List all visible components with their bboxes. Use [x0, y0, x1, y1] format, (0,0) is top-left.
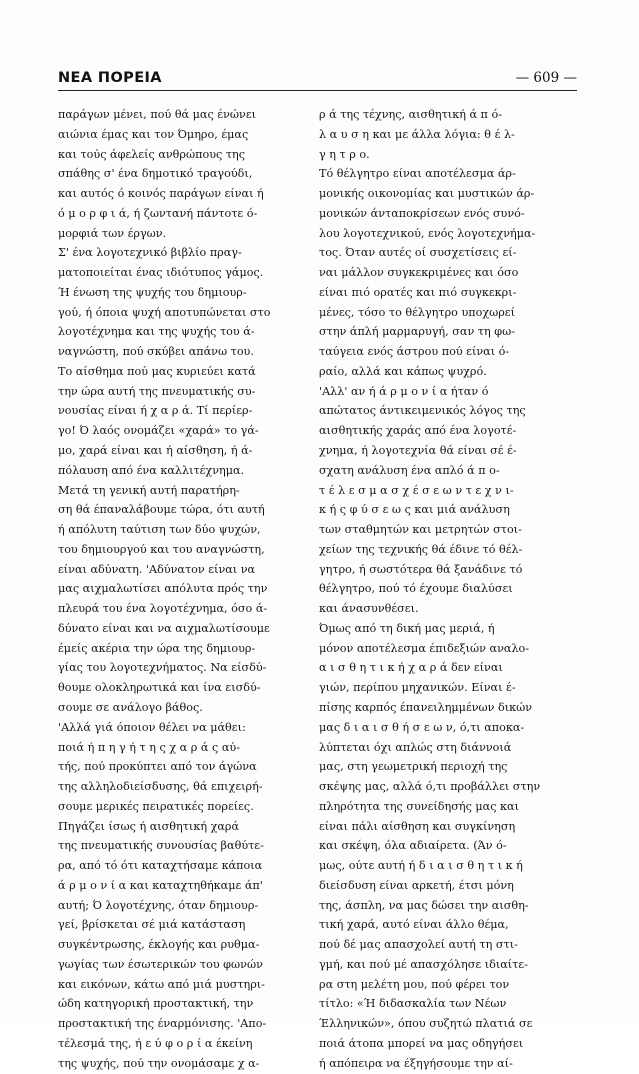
text-line: σπάθης σ' ένα δημοτικό τραγούδι,	[58, 167, 253, 181]
text-line: 'Αλλά γιά όποιον θέλει να μάθει:	[58, 720, 246, 734]
text-line: νουσίας είναι ή χ α ρ ά. Τί περίερ-	[58, 404, 253, 418]
text-line: της ψυχής, πού την ονομάσαμε χ α-	[58, 1056, 260, 1070]
text-line: γού, ή όποια ψυχή αποτυπώνεται στο	[58, 305, 271, 319]
text-line: και εικόνων, κάτω από μιά μυστηρι-	[58, 977, 265, 991]
page-number: — 609 —	[515, 70, 577, 86]
text-line: ρα στη μελέτη μου, πού φέρει τον	[319, 977, 510, 991]
text-line: σκέψης μας, αλλά ό,τι προβάλλει στην	[319, 780, 541, 794]
text-line: πού δέ μας απασχολεί αυτή τη στι-	[319, 938, 518, 952]
text-line: Πηγάζει ίσως ή αισθητική χαρά	[58, 819, 240, 833]
text-line: ή απόπειρα να έξηγήσουμε την αί-	[319, 1056, 513, 1070]
text-line: απώτατος άντικειμενικός λόγος της	[319, 404, 526, 418]
text-line: γωγίας των έσωτερικών του φωνών	[58, 957, 263, 971]
right-column	[319, 105, 580, 1074]
text-line: τίτλο: «Ή διδασκαλία των Νέων	[319, 997, 507, 1011]
text-line: είναι αδύνατη. 'Αδύνατον είναι να	[58, 562, 256, 576]
text-line: ή απόλυτη ταύτιση των δύο ψυχών,	[58, 523, 261, 537]
text-line: ά ρ μ ο ν ί α και καταχτηθήκαμε άπ'	[58, 878, 263, 892]
text-line: μονικής οικονομίας και μυστικών άρ-	[319, 187, 535, 201]
text-line: προστακτική της έναρμόνισης. 'Απο-	[58, 1017, 267, 1031]
text-line: τος. Όταν αυτές οί συσχετίσεις εί-	[319, 246, 517, 260]
text-line: της πνευματικής συνουσίας βαθύτε-	[58, 839, 264, 853]
text-line: δύνατο είναι και να αιχμαλωτίσουμε	[58, 621, 270, 635]
text-line: σουμε σε ανάλογο βάθος.	[58, 700, 203, 714]
text-line: ναι μάλλον συγκεκριμένες και όσο	[319, 266, 519, 280]
text-line: διείσδυση είναι αρκετή, έτσι μόνη	[319, 878, 514, 892]
text-line: σουμε μερικές πειρατικές πορείες.	[58, 799, 254, 813]
text-line: λ α υ σ η και με άλλα λόγια: θ έ λ-	[319, 127, 515, 141]
text-line: της αλληλοδιείσδυσης, θά επιχειρή-	[58, 780, 263, 794]
text-line: είναι πάλι αίσθηση και συγκίνηση	[319, 819, 516, 833]
text-line: λου λογοτεχνικού, ενός λογοτεχνήμα-	[319, 226, 536, 240]
left-column	[58, 105, 319, 1074]
text-line: έμείς ακέρια την ώρα της δημιουρ-	[58, 641, 256, 655]
text-line: είναι πιό ορατές και πιό συγκεκρι-	[319, 285, 517, 299]
text-line: μας, στη γεωμετρική περιοχή της	[319, 760, 508, 774]
text-line: σχατη ανάλυση ένα απλό ά π ο-	[319, 463, 500, 477]
text-line: ποιά ή π η γ ή τ η ς χ α ρ ά ς αύ-	[58, 740, 240, 754]
text-line: του δημιουργού και του αναγνώστη,	[58, 542, 265, 556]
header-rule	[58, 90, 577, 91]
text-line: πίσης καρπός έπανειλημμένων δικών	[319, 700, 533, 714]
text-line: μένες, τόσο το θέλγητρο υποχωρεί	[319, 305, 515, 319]
text-line: παράγων μένει, πού θά μας ένώνει	[58, 108, 257, 121]
text-line: λύπτεται όχι απλώς στη διάννοιά	[319, 740, 512, 754]
text-line: Έλληνικών», όπου συζητώ πλατιά σε	[319, 1017, 533, 1031]
text-line: τ έ λ ε σ μ α σ χ έ σ ε ω ν τ ε χ ν ι-	[319, 483, 514, 497]
text-line: των σταθμητών και μετρητών στοι-	[319, 523, 522, 537]
text-line: και τούς άφελείς ανθρώπους της	[58, 147, 245, 161]
text-line: γίας του λογοτεχνήματος. Να είσδύ-	[58, 661, 267, 675]
running-title: ΝΕΑ ΠΟΡΕΙΑ	[58, 70, 162, 86]
page-header	[58, 70, 577, 92]
text-line: μορφιά των έργων.	[58, 226, 167, 240]
text-line: ναγνώστη, πού σκύβει απάνω του.	[58, 345, 254, 359]
text-line: κ ή ς φ ύ σ ε ω ς και μιά ανάλυση	[319, 503, 510, 517]
text-line: χνημα, ή λογοτεχνία θά είναι σέ έ-	[319, 444, 517, 458]
text-line: Όμως από τη δική μας μεριά, ή	[319, 621, 495, 635]
text-line: μονικών άνταποκρίσεων ενός συνό-	[319, 206, 525, 220]
text-line: μόνον αποτέλεσμα έπιδεξιών αναλο-	[319, 641, 530, 655]
text-line: πόλαυση από ένα καλλιτέχνημα.	[58, 463, 245, 477]
text-line: Μετά τη γενική αυτή παρατήρη-	[58, 483, 240, 497]
text-line: πληρότητα της συνείδησής μας και	[319, 799, 519, 813]
text-line: συγκέντρωσης, έκλογής και ρυθμα-	[58, 938, 260, 952]
text-line: λογοτέχνημα και της ψυχής του ά-	[58, 325, 255, 339]
text-line: μας αιχμαλωτίσει απόλυτα πρός την	[58, 582, 268, 596]
text-line: και αυτός ό κοινός παράγων είναι ή	[58, 187, 264, 201]
text-line: ποιά άτοπα μπορεί να μας οδηγήσει	[319, 1036, 524, 1050]
text-line: Ή ένωση της ψυχής του δημιουρ-	[58, 285, 247, 299]
text-line: τική χαρά, αυτό είναι άλλο θέμα,	[319, 918, 509, 932]
text-line: θουμε ολοκληρωτικά και ίνα εισδύ-	[58, 681, 261, 695]
text-line: αιώνια έμας και τον Όμηρο, έμας	[58, 127, 249, 141]
text-line: α ι σ θ η τ ι κ ή χ α ρ ά δεν είναι	[319, 661, 503, 675]
text-line: Το αίσθημα πού μας κυριεύει κατά	[58, 364, 256, 378]
text-line: ματοποιείται ένας ιδιότυπος γάμος.	[58, 266, 264, 280]
text-line: πλευρά του ένα λογοτέχνημα, όσο ά-	[58, 602, 268, 616]
text-line: αυτή; Ό λογοτέχνης, όταν δημιουρ-	[58, 898, 259, 912]
text-line: στην άπλή μαρμαρυγή, σαν τη φω-	[319, 325, 515, 339]
text-line: ση θά έπαναλάβουμε τώρα, ότι αυτή	[58, 503, 265, 517]
text-line: και σκέψη, όλα αδιαίρετα. (Άν ό-	[319, 839, 507, 853]
text-line: ταύγεια ενός άστρου πού είναι ό-	[319, 345, 510, 359]
text-line: ρα, από τό ότι καταχτήσαμε κάποια	[58, 859, 263, 873]
text-line: γο! Ό λαός ονομάζει «χαρά» το γά-	[58, 424, 259, 438]
text-line: ραίο, αλλά και κάπως ψυχρό.	[319, 364, 487, 378]
text-line: γεί, βρίσκεται σέ μιά κατάσταση	[58, 918, 246, 932]
text-line: Σ' ένα λογοτεχνικό βιβλίο πραγ-	[58, 246, 242, 260]
text-line: Τό θέλγητρο είναι αποτέλεσμα άρ-	[319, 167, 516, 181]
text-line: γ η τ ρ ο.	[319, 147, 370, 161]
text-line: τέλεσμά της, ή ε ύ φ ο ρ ί α έκείνη	[58, 1036, 253, 1050]
text-line: μας δ ι α ι σ θ ή σ ε ω ν, ό,τι αποκα-	[319, 720, 525, 734]
text-line: γητρο, ή σωστότερα θά ξανάδινε τό	[319, 562, 523, 576]
text-line: μο, χαρά είναι και ή αίσθηση, ή ά-	[58, 444, 253, 458]
text-line: γμή, και πού μέ απασχόλησε ιδιαίτε-	[319, 957, 528, 971]
text-line: την ώρα αυτή της πνευματικής συ-	[58, 384, 256, 398]
text-line: αισθητικής χαράς από ένα λογοτέ-	[319, 424, 517, 438]
text-line: γιών, περίπου μηχανικών. Είναι έ-	[319, 681, 516, 695]
text-line: ό μ ο ρ φ ι ά, ή ζωντανή πάντοτε ό-	[58, 206, 258, 220]
text-line: ώδη κατηγορική προστακτική, την	[58, 997, 254, 1011]
text-line: μως, ούτε αυτή ή δ ι α ι σ θ η τ ι κ ή	[319, 859, 523, 873]
text-line: θέλγητρο, πού τό έχουμε διαλύσει	[319, 582, 513, 596]
text-line: χείων της τεχνικής θά έδινε τό θέλ-	[319, 542, 523, 556]
text-line: τής, πού προκύπτει από τον άγώνα	[58, 760, 257, 774]
text-line: και άνασυνθέσει.	[319, 602, 419, 616]
text-line: ρ ά της τέχνης, αισθητική ά π ό-	[319, 108, 502, 121]
text-line: 'Αλλ' αν ή ά ρ μ ο ν ί α ήταν ό	[319, 384, 489, 398]
text-line: της, άσπλη, να μας δώσει την αισθη-	[319, 898, 529, 912]
